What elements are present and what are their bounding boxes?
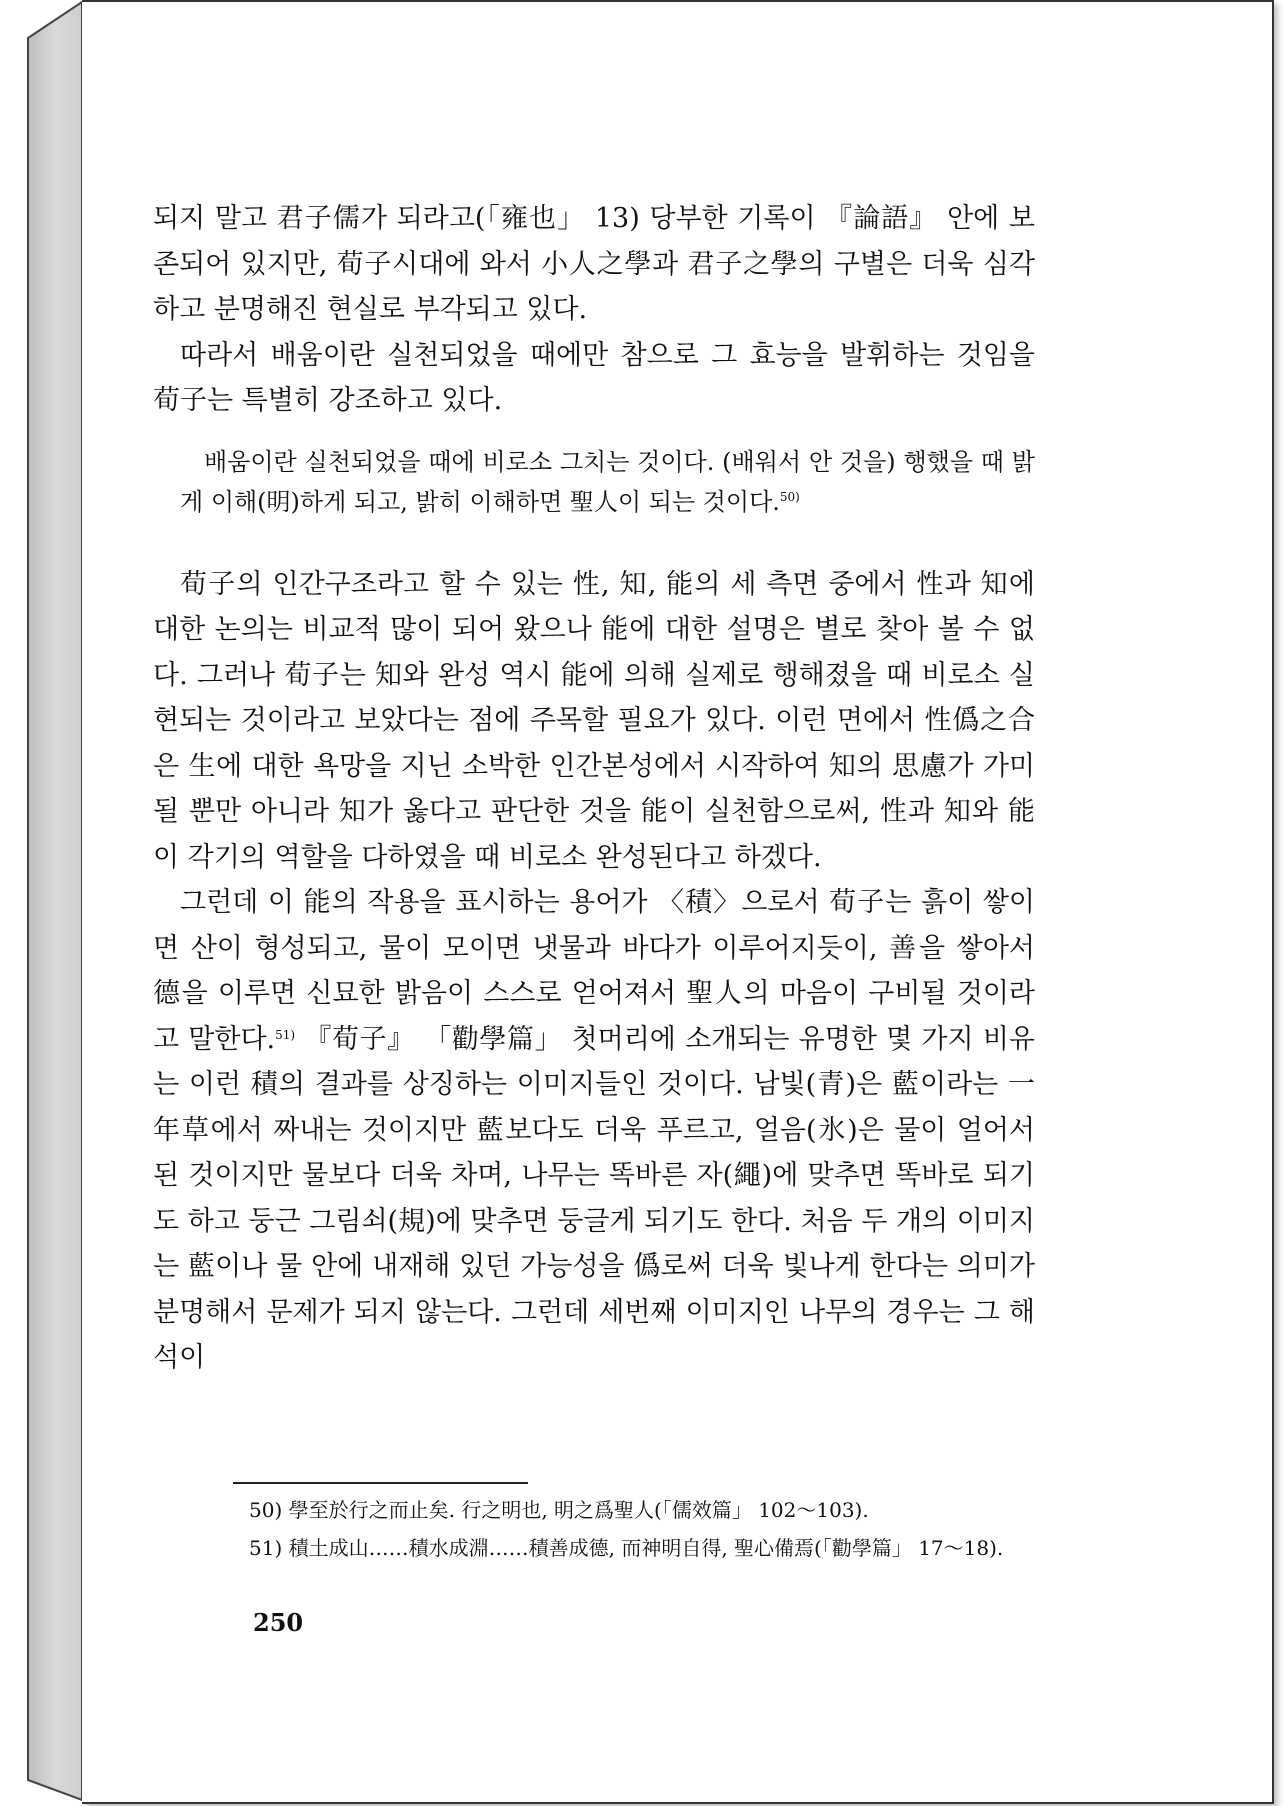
footnotes [249, 1491, 1109, 1567]
paragraph-continued: 되지 말고 君子儒가 되라고(「雍也」 13) 당부한 기록이 『論語』 안에 보존되어 있지만, 荀子시대에 와서 小人之學과 君子之學의 구별은 더욱 심각하고 분명해진 현실로 부각되고 있다. [153, 203, 1035, 325]
footnote-ref-51: 51) [275, 1027, 296, 1042]
paragraph-text: 그런데 이 能의 작용을 표시하는 용어가 〈積〉으로서 荀子는 흙이 쌓이면 산이 형성되고, 물이 모이면 냇물과 바다가 이루어지듯이, 善을 쌓아서 德을 이루면 신묘한 밝음이 스스로 얻어져서 聖人의 마음이 구비될 것이라고 말한다. [153, 887, 1035, 1055]
spacer [153, 522, 1035, 562]
paragraph [153, 880, 1035, 1381]
footnote-50: 50) 學至於行之而止矣. 行之明也, 明之爲聖人(「儒效篇」 102～103). [249, 1498, 869, 1522]
quote-text: 배움이란 실천되었을 때에 비로소 그치는 것이다. (배워서 안 것을) 행했을 때 밝게 이해(明)하게 되고, 밝히 이해하면 聖人이 되는 것이다. [180, 447, 1035, 516]
page-number: 250 [253, 1608, 304, 1637]
footnote-51: 51) 積土成山……積水成淵……積善成德, 而神明自得, 聖心備焉(「勸學篇」 17～18). [249, 1536, 1004, 1560]
footnote-divider [233, 1482, 528, 1484]
footnote-ref-50: 50) [779, 489, 800, 504]
page-body [153, 196, 1035, 1381]
block-quote [180, 442, 1035, 522]
paragraph: 따라서 배움이란 실천되었을 때에만 참으로 그 효능을 발휘하는 것임을 荀子는 특별히 강조하고 있다. [153, 339, 1035, 416]
paragraph-text: 『荀子』 「勸學篇」 첫머리에 소개되는 유명한 몇 가지 비유는 이런 積의 결과를 상징하는 이미지들인 것이다. 남빛(青)은 藍이라는 一年草에서 짜내는 것이지만 藍보다도 더욱 푸르고, 얼음(氷)은 물이 얼어서 된 것이지만 물보다 더욱 차며, 나무는 똑바른 자(繩)에 맞추면 똑바로 되기도 하고 둥근 그림쇠(規)에 맞추면 둥글게 되기도 한다. 처음 두 개의 이미지는 藍이나 물 안에 내재해 있던 가능성을 僞로써 더욱 빛나게 한다는 의미가 분명해서 문제가 되지 않는다. 그런데 세번째 이미지인 나무의 경우는 그 해석이 [153, 1023, 1035, 1373]
quote-paragraph [180, 442, 1035, 522]
spacer [153, 424, 1035, 442]
paragraph: 荀子의 인간구조라고 할 수 있는 性, 知, 能의 세 측면 중에서 性과 知에 대한 논의는 비교적 많이 되어 왔으나 能에 대한 설명은 별로 찾아 볼 수 없다. 그러나 荀子는 知와 완성 역시 能에 의해 실제로 행해졌을 때 비로소 실현되는 것이라고 보았다는 점에 주목할 필요가 있다. 이런 면에서 性僞之合은 生에 대한 욕망을 지닌 소박한 인간본성에서 시작하여 知의 思慮가 가미될 뿐만 아니라 知가 옳다고 판단한 것을 能이 실천함으로써, 性과 知와 能이 각기의 역할을 다하였을 때 비로소 완성된다고 하겠다. [153, 568, 1035, 873]
